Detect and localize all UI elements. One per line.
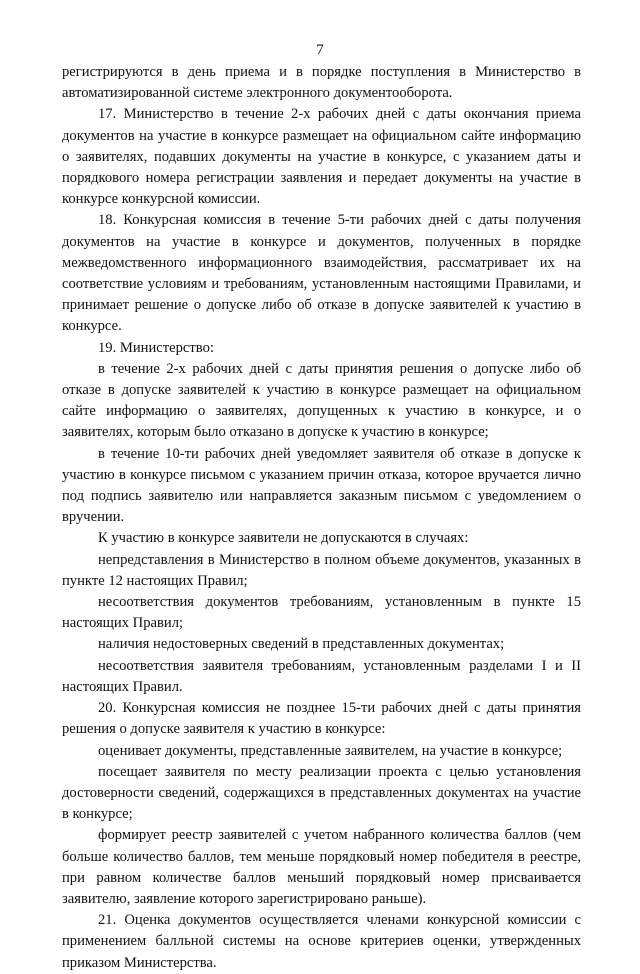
paragraph-case-documents-noncompliant: несоответствия документов требованиям, установленным в пункте 15 настоящих Правил; [62,594,581,632]
paragraph-case-false-info: наличия недостоверных сведений в представленных документах; [98,636,505,653]
paragraph-item-17: 17. Министерство в течение 2-х рабочих дней с даты окончания приема документов на участие в конкурсе размещает на официальном сайте информацию о заявителях, подавших документы на участие в конкурсе, с указанием даты и порядкового номера регистрации заявления и передает документы на участие в конкурсе конкурсной комиссии. [62,106,581,208]
paragraph-item-18: 18. Конкурсная комиссия в течение 5-ти рабочих дней с даты получения документов на участие в конкурсе и документов, полученных в порядке межведомственного информационного взаимодействия, рассматривает их на соответствие условиям и требованиям, установленным настоящими Правилами, и принимает решение о допуске либо об отказе в допуске заявителей к участию в конкурсе. [62,212,581,335]
page-number: 7 [316,42,324,58]
paragraph-rejection-cases: К участию в конкурсе заявители не допускаются в случаях: [98,530,469,547]
paragraph-20-visits: посещает заявителя по месту реализации проекта с целью установления достоверности сведений, содержащихся в представленных документах на участие в конкурсе; [62,763,581,823]
paragraph-item-21: 21. Оценка документов осуществляется членами конкурсной комиссии с применением балльной системы на основе критериев оценки, утвержденных приказом Министерства. [62,912,581,971]
paragraph-item-19: 19. Министерство: [98,339,214,356]
paragraph-19-notify: в течение 10-ти рабочих дней уведомляет заявителя об отказе в допуске к участию в конкурсе письмом с указанием причин отказа, которое вручается лично под подпись заявителю или направляется заказным письмом с уведомлением о вручении. [62,445,581,526]
paragraph-20-evaluates: оценивает документы, представленные заявителем, на участие в конкурсе; [98,742,563,759]
paragraph-19-publish: в течение 2-х рабочих дней с даты принятия решения о допуске либо об отказе в допуске заявителей к участию в конкурсе размещает на официальном сайте информацию о заявителях, допущенных к участию в конкурсе, и о заявителях, которым было отказано в допуске к участию в конкурсе; [62,360,581,441]
document-body [62,62,581,974]
paragraph-case-documents-missing: непредставления в Министерство в полном объеме документов, указанных в пункте 12 настоящих Правил; [62,551,581,589]
paragraph-case-applicant-noncompliant: несоответствия заявителя требованиям, установленным разделами I и II настоящих Правил. [62,657,581,695]
paragraph-20-registry: формирует реестр заявителей с учетом набранного количества баллов (чем больше количество баллов, тем меньше порядковый номер победителя в реестре, при равном количестве баллов меньший порядковый номер присваивается заявителю, заявление которого зарегистрировано раньше). [62,827,581,907]
paragraph-item-20: 20. Конкурсная комиссия не позднее 15-ти рабочих дней с даты принятия решения о допуске заявителя к участию в конкурсе: [62,700,581,738]
paragraph-continuation: регистрируются в день приема и в порядке поступления в Министерство в автоматизированной системе электронного документооборота. [62,64,581,102]
